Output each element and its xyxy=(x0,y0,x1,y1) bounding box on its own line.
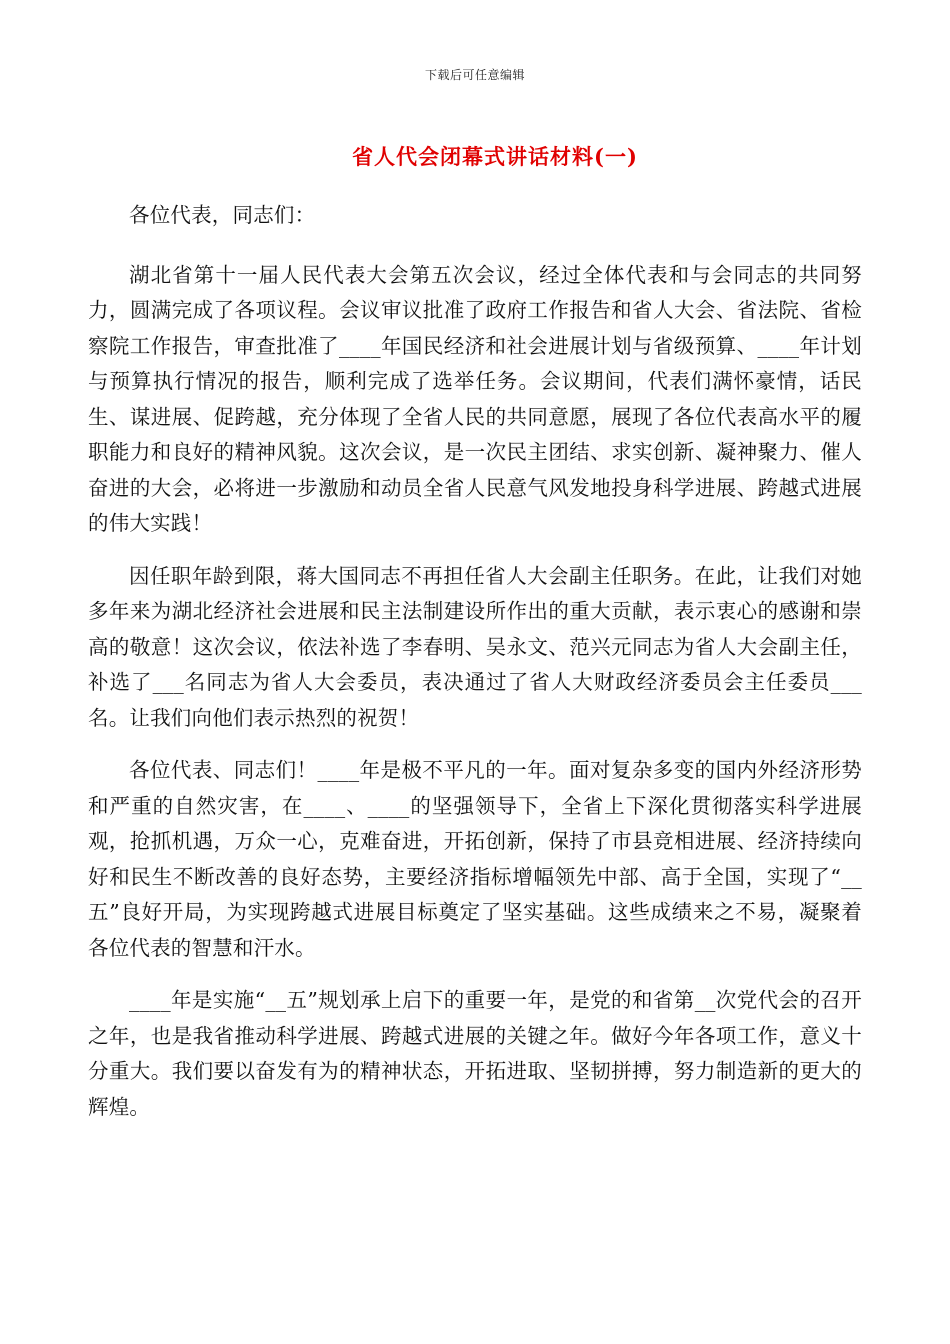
paragraph-review: 各位代表、同志们！____年是极不平凡的一年。面对复杂多变的国内外经济形势和严重的自然灾害，在____、____的坚强领导下，全省上下深化贯彻落实科学进展观，抢抓机遇，万众一心，克难奋进，开拓创新，保持了市县竞相进展、经济持续向好和民生不断改善的良好态势，主要经济指标增幅领先中部、高于全国，实现了“__五”良好开局，为实现跨越式进展目标奠定了坚实基础。这些成绩来之不易，凝聚着各位代表的智慧和汗水。 xyxy=(88,758,862,960)
document-title: 省人代会闭幕式讲话材料(一) xyxy=(352,144,638,169)
paragraph-greeting: 各位代表，同志们： xyxy=(129,203,316,227)
document-body xyxy=(88,198,862,1142)
header-note: 下载后可任意编辑 xyxy=(424,68,525,82)
paragraph-personnel: 因任职年龄到限，蒋大国同志不再担任省人大会副主任职务。在此，让我们对她多年来为湖北经济社会进展和民主法制建设所作出的重大贡献，表示衷心的感谢和崇高的敬意！这次会议，依法补选了李春明、吴永文、范兴元同志为省人大会副主任，补选了___名同志为省人大会委员，表决通过了省人大财政经济委员会主任委员___名。让我们向他们表示热烈的祝贺！ xyxy=(88,563,862,730)
paragraph-outlook: ____年是实施“__五”规划承上启下的重要一年，是党的和省第__次党代会的召开之年，也是我省推动科学进展、跨越式进展的关键之年。做好今年各项工作，意义十分重大。我们要以奋发有为的精神状态，开拓进取、坚韧拼搏，努力制造新的更大的辉煌。 xyxy=(88,988,862,1119)
paragraph-meeting-summary: 湖北省第十一届人民代表大会第五次会议，经过全体代表和与会同志的共同努力，圆满完成了各项议程。会议审议批准了政府工作报告和省人大会、省法院、省检察院工作报告，审查批准了____年国民经济和社会进展计划与省级预算、____年计划与预算执行情况的报告，顺利完成了选举任务。会议期间，代表们满怀豪情，话民生、谋进展、促跨越，充分体现了全省人民的共同意愿，展现了各位代表高水平的履职能力和良好的精神风貌。这次会议，是一次民主团结、求实创新、凝神聚力、催人奋进的大会，必将进一步激励和动员全省人民意气风发地投身科学进展、跨越式进展的伟大实践！ xyxy=(88,262,862,535)
